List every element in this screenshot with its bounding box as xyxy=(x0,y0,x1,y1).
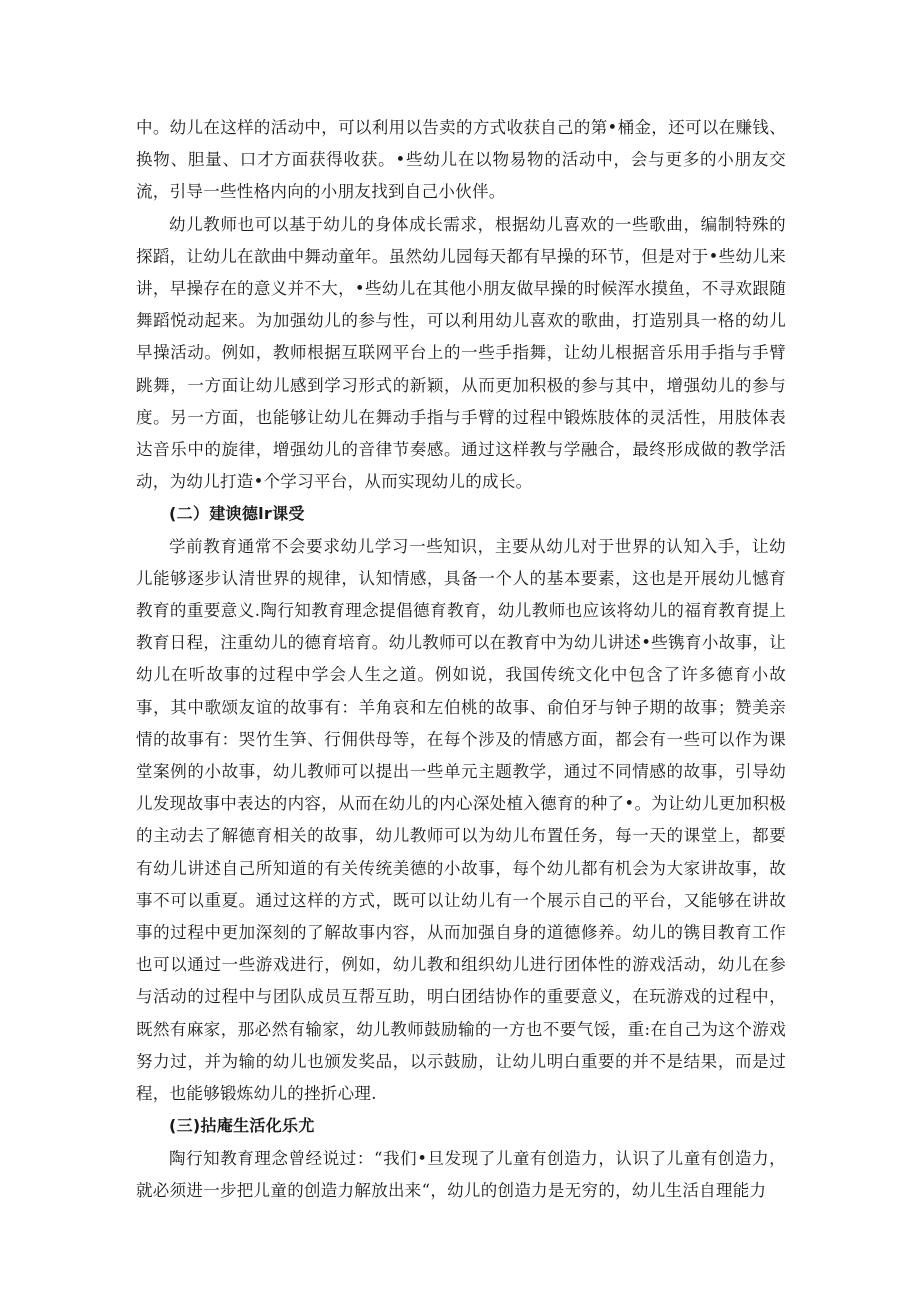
document-page xyxy=(136,112,786,1207)
paragraph-creativity: 陶行知教育理念曾经说过：“我们•旦发现了儿童有创造力，认识了儿童有创造力，就必须进一步把儿童的创造力解放出来“，幼儿的创造力是无穷的，幼儿生活自理能力 xyxy=(136,1148,786,1200)
section-heading-life-activities: (三)拈庵生活化乐尤 xyxy=(169,1116,315,1136)
section-heading-moral-class: (二）建谀德lr课受 xyxy=(169,504,305,524)
paragraph-morning-exercise: 幼儿教师也可以基于幼儿的身体成长需求，根据幼儿喜欢的一些歌曲，编制特殊的探蹈，让幼儿在歆曲中舞动童年。虽然幼儿园每天都有早操的环节，但是对于•些幼儿来讲，早操存在的意义并不大，•些幼儿在其他小朋友做早操的时候浑水摸鱼，不寻欢跟随舞蹈悦动起来。为加强幼儿的参与性，可以利用幼儿喜欢的歌曲，打造别具一格的幼儿早操活动。例如，教师根据互联网平台上的一些手指舞，让幼儿根据音乐用手指与手臂跳舞，一方面让幼儿感到学习形式的新颖，从而更加积极的参与其中，增强幼儿的参与度。另一方面，也能够让幼儿在舞动手指与手臂的过程中锻炼肢体的灵活性，用肢体表达音乐中的旋律，增强幼儿的音律节奏感。通过这样教与学融合，最终形成做的教学活动，为幼儿打造•个学习平台，从而实现幼儿的成长。 xyxy=(136,214,786,492)
paragraph-market-activity: 中。幼儿在这样的活动中，可以利用以告卖的方式收获自己的第•桶金，还可以在赚钱、换物、胆量、口才方面获得收获。•些幼儿在以物易物的活动中，会与更多的小朋友交流，引导一些性格内向的小朋友找到自己小伙伴。 xyxy=(136,118,786,202)
paragraph-moral-education: 学前教育通常不会要求幼儿学习一些知识，主要从幼儿对于世界的认知入手，让幼儿能够逐步认清世界的规律，认知情感，具备一个人的基本要素，这也是开展幼儿憾育教育的重要意义.陶行知教育理念提倡德育教育，幼儿教师也应该将幼儿的福育教育提上教育日程，注重幼儿的德育培育。幼儿教师可以在教育中为幼儿讲述•些镌育小故事，让幼儿在听故事的过程中学会人生之道。例如说，我国传统文化中包含了许多德育小故事，其中歌颂友谊的故事有：羊角哀和左伯桃的故事、俞伯牙与钟子期的故事；赞美亲情的故事有：哭竹生笋、行佣供母等，在每个涉及的情感方面，都会有一些可以作为课堂案例的小故事，幼儿教师可以提出一些单元主题教学，通过不同情感的故事，引导幼儿发现故事中表达的内容，从而在幼儿的内心深处植入德育的种了•。为让幼儿更加积极的主动去了解德育相关的故事，幼儿教师可以为幼儿布置任务，每一天的课堂上，都要有幼儿讲述自己所知道的有关传统美德的小故事，每个幼儿都有机会为大家讲故事，故事不可以重夏。通过这样的方式，既可以让幼儿有一个展示自己的平台，又能够在讲故事的过程中更加深刻的了解故事内容，从而加强自身的道德修养。幼儿的镌目教育工作也可以通过一些游戏进行，例如，幼儿教和组织幼儿进行团体性的游戏活动，幼儿在参与活动的过程中与团队成员互帮互助，明白团结协作的重要意义，在玩游戏的过程中，既然有麻家，那必然有输家，幼儿教师鼓励输的一方也不要气馁，重:在自己为这个游戏努力过，并为输的幼儿也颁发奖品，以示鼓励，让幼儿明白重要的并不是结果，而是过程，也能够锻炼幼儿的挫折心理. xyxy=(136,536,786,1104)
